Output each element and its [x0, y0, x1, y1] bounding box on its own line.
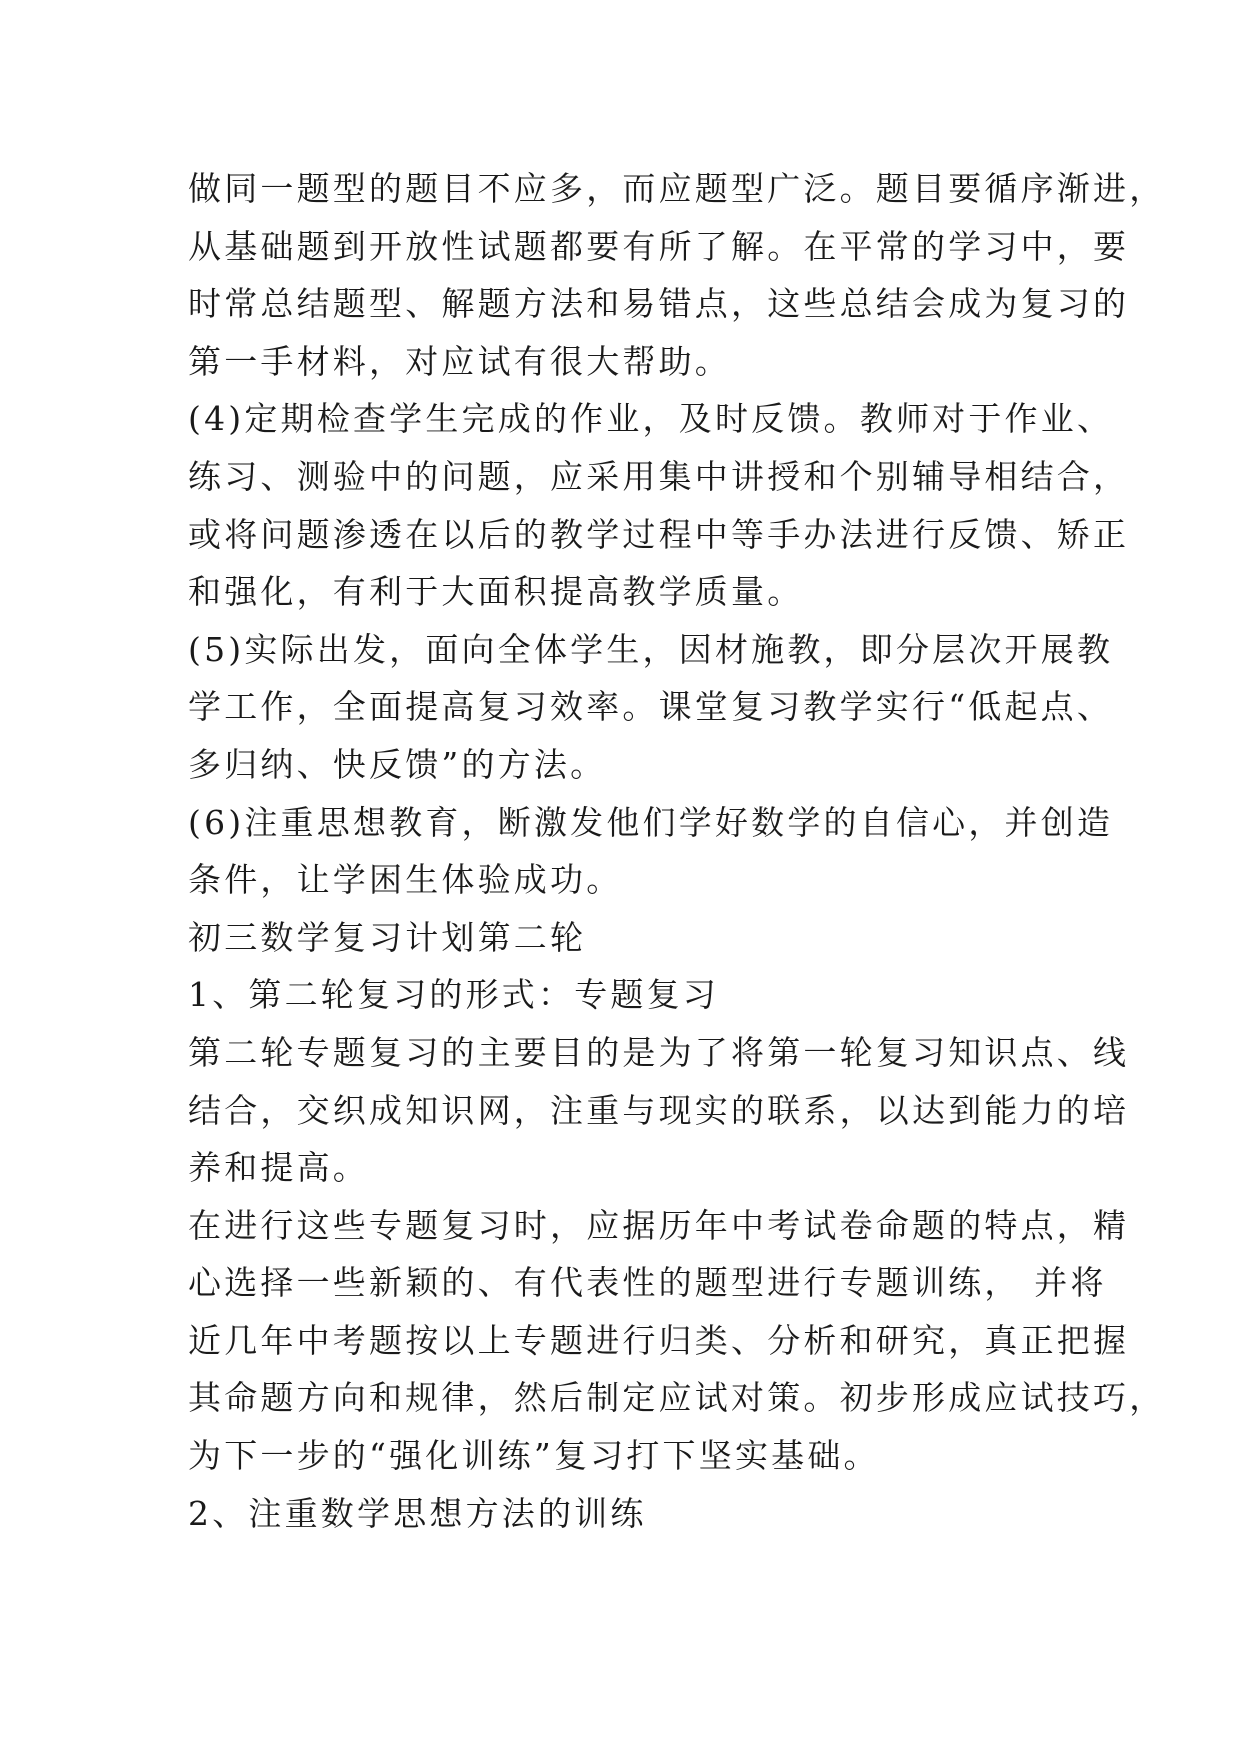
text-line: 养和提高。 — [188, 1148, 369, 1188]
text-line: 学工作，全面提高复习效率。课堂复习教学实行“低起点、 — [188, 687, 1114, 727]
subsection-heading: 2、注重数学思想方法的训练 — [188, 1493, 647, 1533]
document-body — [188, 160, 1166, 1542]
text-line: 其命题方向和规律，然后制定应试对策。初步形成应试技巧， — [188, 1378, 1166, 1418]
text-line: 第一手材料，对应试有很大帮助。 — [188, 341, 731, 381]
text-line: 条件，让学困生体验成功。 — [188, 860, 623, 900]
text-line: (5)实际出发，面向全体学生，因材施教，即分层次开展教 — [188, 629, 1114, 669]
text-line: 和强化，有利于大面积提高教学质量。 — [188, 572, 804, 612]
text-line: 为下一步的“强化训练”复习打下坚实基础。 — [188, 1436, 880, 1476]
text-line: 在进行这些专题复习时，应据历年中考试卷命题的特点，精 — [188, 1205, 1130, 1245]
text-line: (4)定期检查学生完成的作业，及时反馈。教师对于作业、 — [188, 399, 1114, 439]
text-line: 心选择一些新颖的、有代表性的题型进行专题训练， 并将 — [188, 1263, 1107, 1303]
subsection-heading: 1、第二轮复习的形式：专题复习 — [188, 975, 719, 1015]
text-line: (6)注重思想教育，断激发他们学好数学的自信心，并创造 — [188, 802, 1114, 842]
text-line: 做同一题型的题目不应多，而应题型广泛。题目要循序渐进， — [188, 169, 1166, 208]
text-line: 第二轮专题复习的主要目的是为了将第一轮复习知识点、线 — [188, 1032, 1130, 1072]
text-line: 练习、测验中的问题，应采用集中讲授和个别辅导相结合， — [188, 456, 1130, 496]
text-line: 时常总结题型、解题方法和易错点，这些总结会成为复习的 — [188, 284, 1130, 324]
text-line: 或将问题渗透在以后的教学过程中等手办法进行反馈、矫正 — [188, 514, 1130, 554]
text-line: 结合，交织成知识网，注重与现实的联系，以达到能力的培 — [188, 1090, 1130, 1130]
text-line: 多归纳、快反馈”的方法。 — [188, 744, 607, 784]
text-line: 近几年中考题按以上专题进行归类、分析和研究，真正把握 — [188, 1320, 1130, 1360]
section-heading: 初三数学复习计划第二轮 — [188, 917, 587, 957]
text-line: 从基础题到开放性试题都要有所了解。在平常的学习中，要 — [188, 226, 1130, 266]
